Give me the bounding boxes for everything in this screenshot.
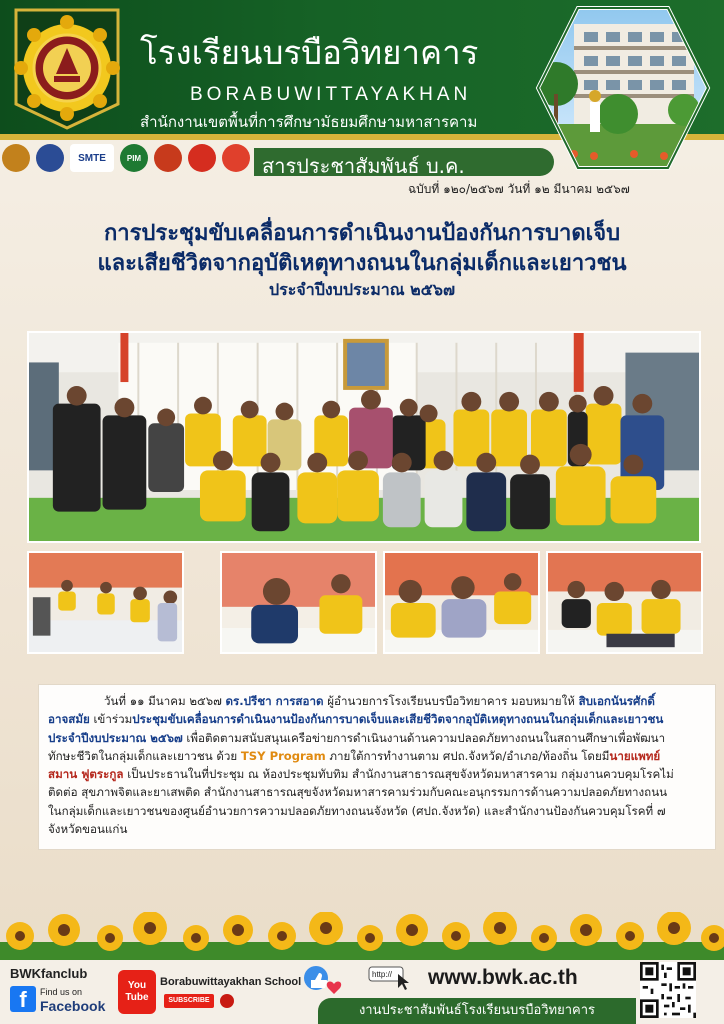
facebook-icon[interactable]: f: [10, 986, 36, 1012]
social-like-heart-icon: [300, 962, 346, 1002]
partner-logo-pim: PIM: [120, 144, 148, 172]
partner-logo-smte: SMTE: [70, 144, 114, 172]
gear-logo: [188, 144, 216, 172]
partner-logo-2: [36, 144, 64, 172]
program-name: TSY Program: [240, 748, 326, 763]
school-building-photo: [534, 4, 712, 172]
meeting-photo-1: [27, 551, 184, 654]
facebook-link[interactable]: Facebook: [40, 998, 106, 1014]
assigned-teacher-name: สิบเอกนันรศักดิ์: [578, 694, 655, 708]
director-name: ดร.ปรีชา การสอาด: [225, 694, 324, 708]
http-cursor-icon: [368, 964, 416, 992]
subscribe-button[interactable]: SUBSCRIBE: [164, 994, 214, 1008]
school-crest-logo: [8, 8, 126, 130]
header: [0, 0, 724, 200]
education-office: สำนักงานเขตพื้นที่การศึกษามัธยมศึกษามหาสารคาม: [140, 113, 478, 131]
youtube-channel-name[interactable]: Borabuwittayakhan School: [160, 976, 302, 988]
school-name-thai: โรงเรียนบรบือวิทยาคาร: [140, 33, 479, 72]
issue-number-date: ฉบับที่ ๑๒๐/๒๕๖๗ วันที่ ๑๒ มีนาคม ๒๕๖๗: [408, 182, 630, 196]
partner-logo-1: [2, 144, 30, 172]
bell-icon[interactable]: [220, 994, 234, 1008]
school-name-english: BORABUWITTAYAKHAN: [190, 84, 472, 105]
meeting-photo-4: [546, 551, 703, 654]
partner-logos: [2, 140, 252, 176]
headline-line-3: ประจำปีงบประมาณ ๒๕๖๗: [269, 280, 455, 299]
meeting-photo-3: [383, 551, 540, 654]
footer-tagline: งานประชาสัมพันธ์โรงเรียนบรบือวิทยาคาร: [318, 998, 636, 1024]
pr-title: สารประชาสัมพันธ์ บ.ค.: [262, 154, 465, 178]
to-be-number-one-logo: [222, 144, 250, 172]
website-url[interactable]: www.bwk.ac.th: [428, 966, 578, 989]
fanclub-label: BWKfanclub: [10, 966, 88, 981]
meeting-photo-2: [220, 551, 377, 654]
headline-line-1: การประชุมขับเคลื่อนการดำเนินงานป้องกันการบาดเจ็บ: [103, 220, 621, 246]
qr-code[interactable]: [640, 962, 696, 1018]
http-label: http://: [372, 970, 393, 979]
chairperson-name: สมาน ฟูตระกูล: [48, 767, 124, 782]
headline: [0, 218, 724, 302]
partner-logo-3: [154, 144, 182, 172]
headline-line-2: และเสียชีวิตจากอุบัติเหตุทางถนนในกลุ่มเด็กและเยาวชน: [97, 250, 627, 276]
group-photo: [27, 331, 701, 543]
find-us-label: Find us on: [40, 987, 83, 997]
meeting-name: ประชุมขับเคลื่อนการดำเนินงานป้องกันการบาดเจ็บและเสียชีวิตจากอุบัติเหตุทางถนนในกลุ่มเด็กและเยาวชน: [132, 712, 664, 727]
youtube-icon[interactable]: You Tube: [118, 970, 156, 1014]
article-body: วันที่ ๑๑ มีนาคม ๒๕๖๗ ดร.ปรีชา การสอาด ผู้อำนวยการโรงเรียนบรบือวิทยาคาร มอบหมายให้ สิบเอกนันรศักดิ์ อาจสมัย เข้าร่วมประชุมขับเคลื่อนการดำเนินงานป้องกันการบาดเจ็บและเสียชีวิตจากอุบัติเหตุทางถนนในกลุ่มเด็กและเยาวชน ประจำปีงบประมาณ ๒๕๖๗ เพื่อติดตามสนับสนุนเครือข่ายการดำเนินงานด้านความปลอดภัยทางถนนในสถานศึกษาเพื่อพัฒนา ทักษะชีวิตในกลุ่มเด็กและเยาวชน ด้วย TSY Program ภายใต้การทำงานตาม ศปถ.จังหวัด/อำเภอ/ท้องถิ่น โดยมีนายแพทย์ สมาน ฟูตระกูล เป็นประธานในที่ประชุม ณ ห้องประชุมทับทิม สำนักงานสาธารณสุขจังหวัดมหาสารคาม กลุ่มงานควบคุมโรคไม่ ติดต่อ สุขภาพจิตและยาเสพติด สำนักงานสาธารณสุขจังหวัดมหาสารคามร่วมกับคณะอนุกรรมการด้านความปลอดภัยทางถนน ในกลุ่มเด็กและเยาวชนของศูนย์อำนวยการความปลอดภัยทางถนนจังหวัด (ศปถ.จังหวัด) และสำนักงานป้องกันควบคุมโรคที่ ๗ จังหวัดขอนแก่น: [48, 694, 674, 837]
